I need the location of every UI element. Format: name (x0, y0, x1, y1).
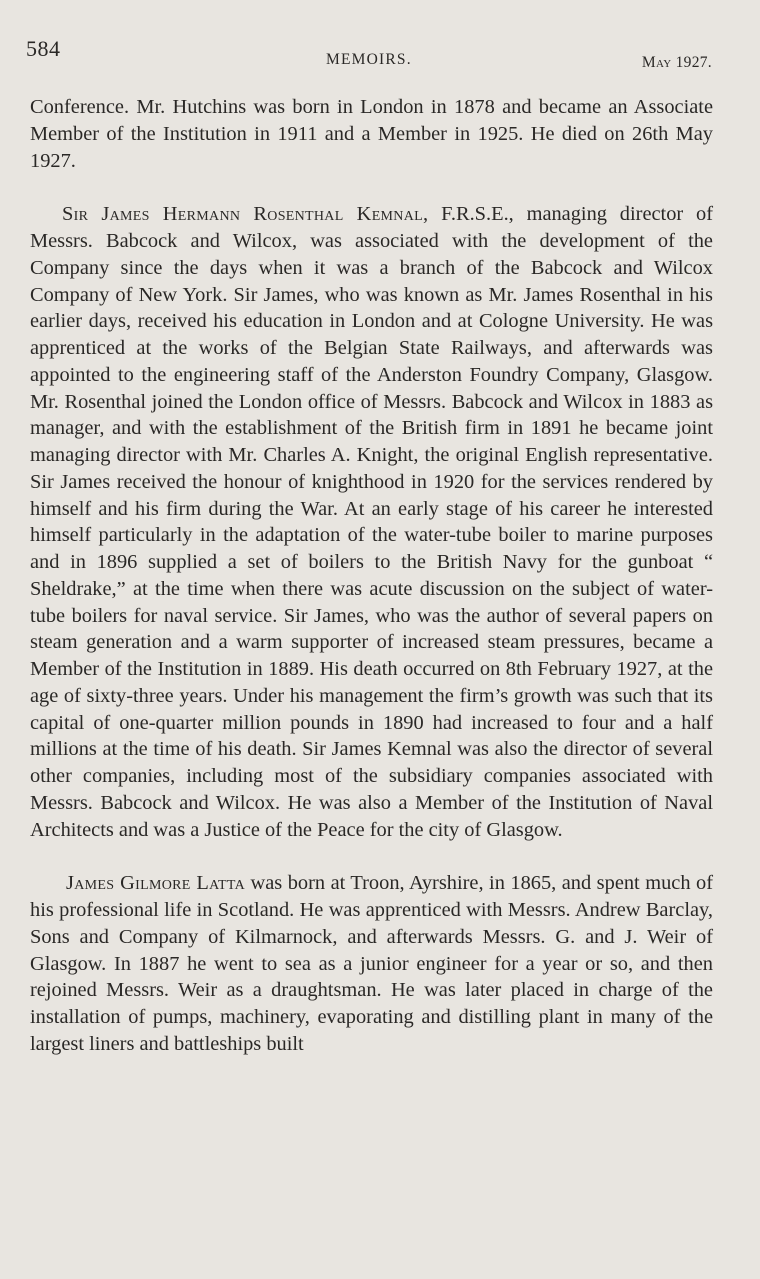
page-body (30, 94, 713, 1058)
page-number: 584 (26, 36, 61, 61)
memoir-subject-name: Sir James Hermann Rosenthal Kemnal, (62, 203, 429, 226)
paragraph-text: was born at Troon, Ayrshire, in 1865, and spent much of his professional life in Scotland. He was apprenticed with Messrs. Andrew Barclay, Sons and Company of Kilmarnock, and afterwards Messrs. G. and J. Weir of Glasgow. In 1887 he went to sea as a junior engineer for a year or so, and then rejoined Messrs. Weir as a draughtsman. He was later placed in charge of the installation of pumps, machinery, evaporating and distilling plant in many of the largest liners and battleships built (30, 872, 713, 1055)
running-date: May 1927. (641, 54, 712, 71)
paragraph-kemnal-memoir (30, 201, 713, 843)
paragraph-text: F.R.S.E., managing director of Messrs. Babcock and Wilcox, was associated with the development of the Company since the days when it was a branch of the Babcock and Wilcox Company of New York. Sir James, who was known as Mr. James Rosenthal in his earlier days, received his education in London and at Cologne University. He was apprenticed at the works of the Belgian State Railways, and afterwards was appointed to the engineering staff of the Anderston Foundry Company, Glasgow. Mr. Rosenthal joined the London office of Messrs. Babcock and Wilcox in 1883 as manager, and with the establishment of the British firm in 1891 he became joint managing director with Mr. Charles A. Knight, the original English representative. Sir James received the honour of knighthood in 1920 for the services rendered by himself and his firm during the War. At an early stage of his career he interested himself particularly in the adaptation of the water-tube boiler to marine purposes and in 1896 supplied a set of boilers to the British Navy for the gunboat “ Sheldrake,” at the time when there was acute discussion on the subject of water-tube boilers for naval service. Sir James, who was the author of several papers on steam generation and a warm supporter of increased steam pressures, became a Member of the Institution in 1889. His death occurred on 8th February 1927, at the age of sixty-three years. Under his management the firm’s growth was such that its capital of one-quarter million pounds in 1890 had increased to four and a half millions at the time of his death. Sir James Kemnal was also the director of several other companies, including most of the subsidiary companies associated with Messrs. Babcock and Wilcox. He was also a Member of the Institution of Naval Architects and was a Justice of the Peace for the city of Glasgow. (30, 203, 713, 841)
paragraph-latta-memoir (30, 870, 713, 1057)
paragraph-hutchins-conclusion (30, 94, 713, 174)
paragraph-text: Conference. Mr. Hutchins was born in London in 1878 and became an Associate Member of the Institution in 1911 and a Member in 1925. He died on 26th May 1927. (30, 96, 713, 172)
memoir-subject-name: James Gilmore Latta (66, 872, 246, 895)
running-title: MEMOIRS. (326, 51, 412, 68)
page-header (26, 32, 712, 72)
